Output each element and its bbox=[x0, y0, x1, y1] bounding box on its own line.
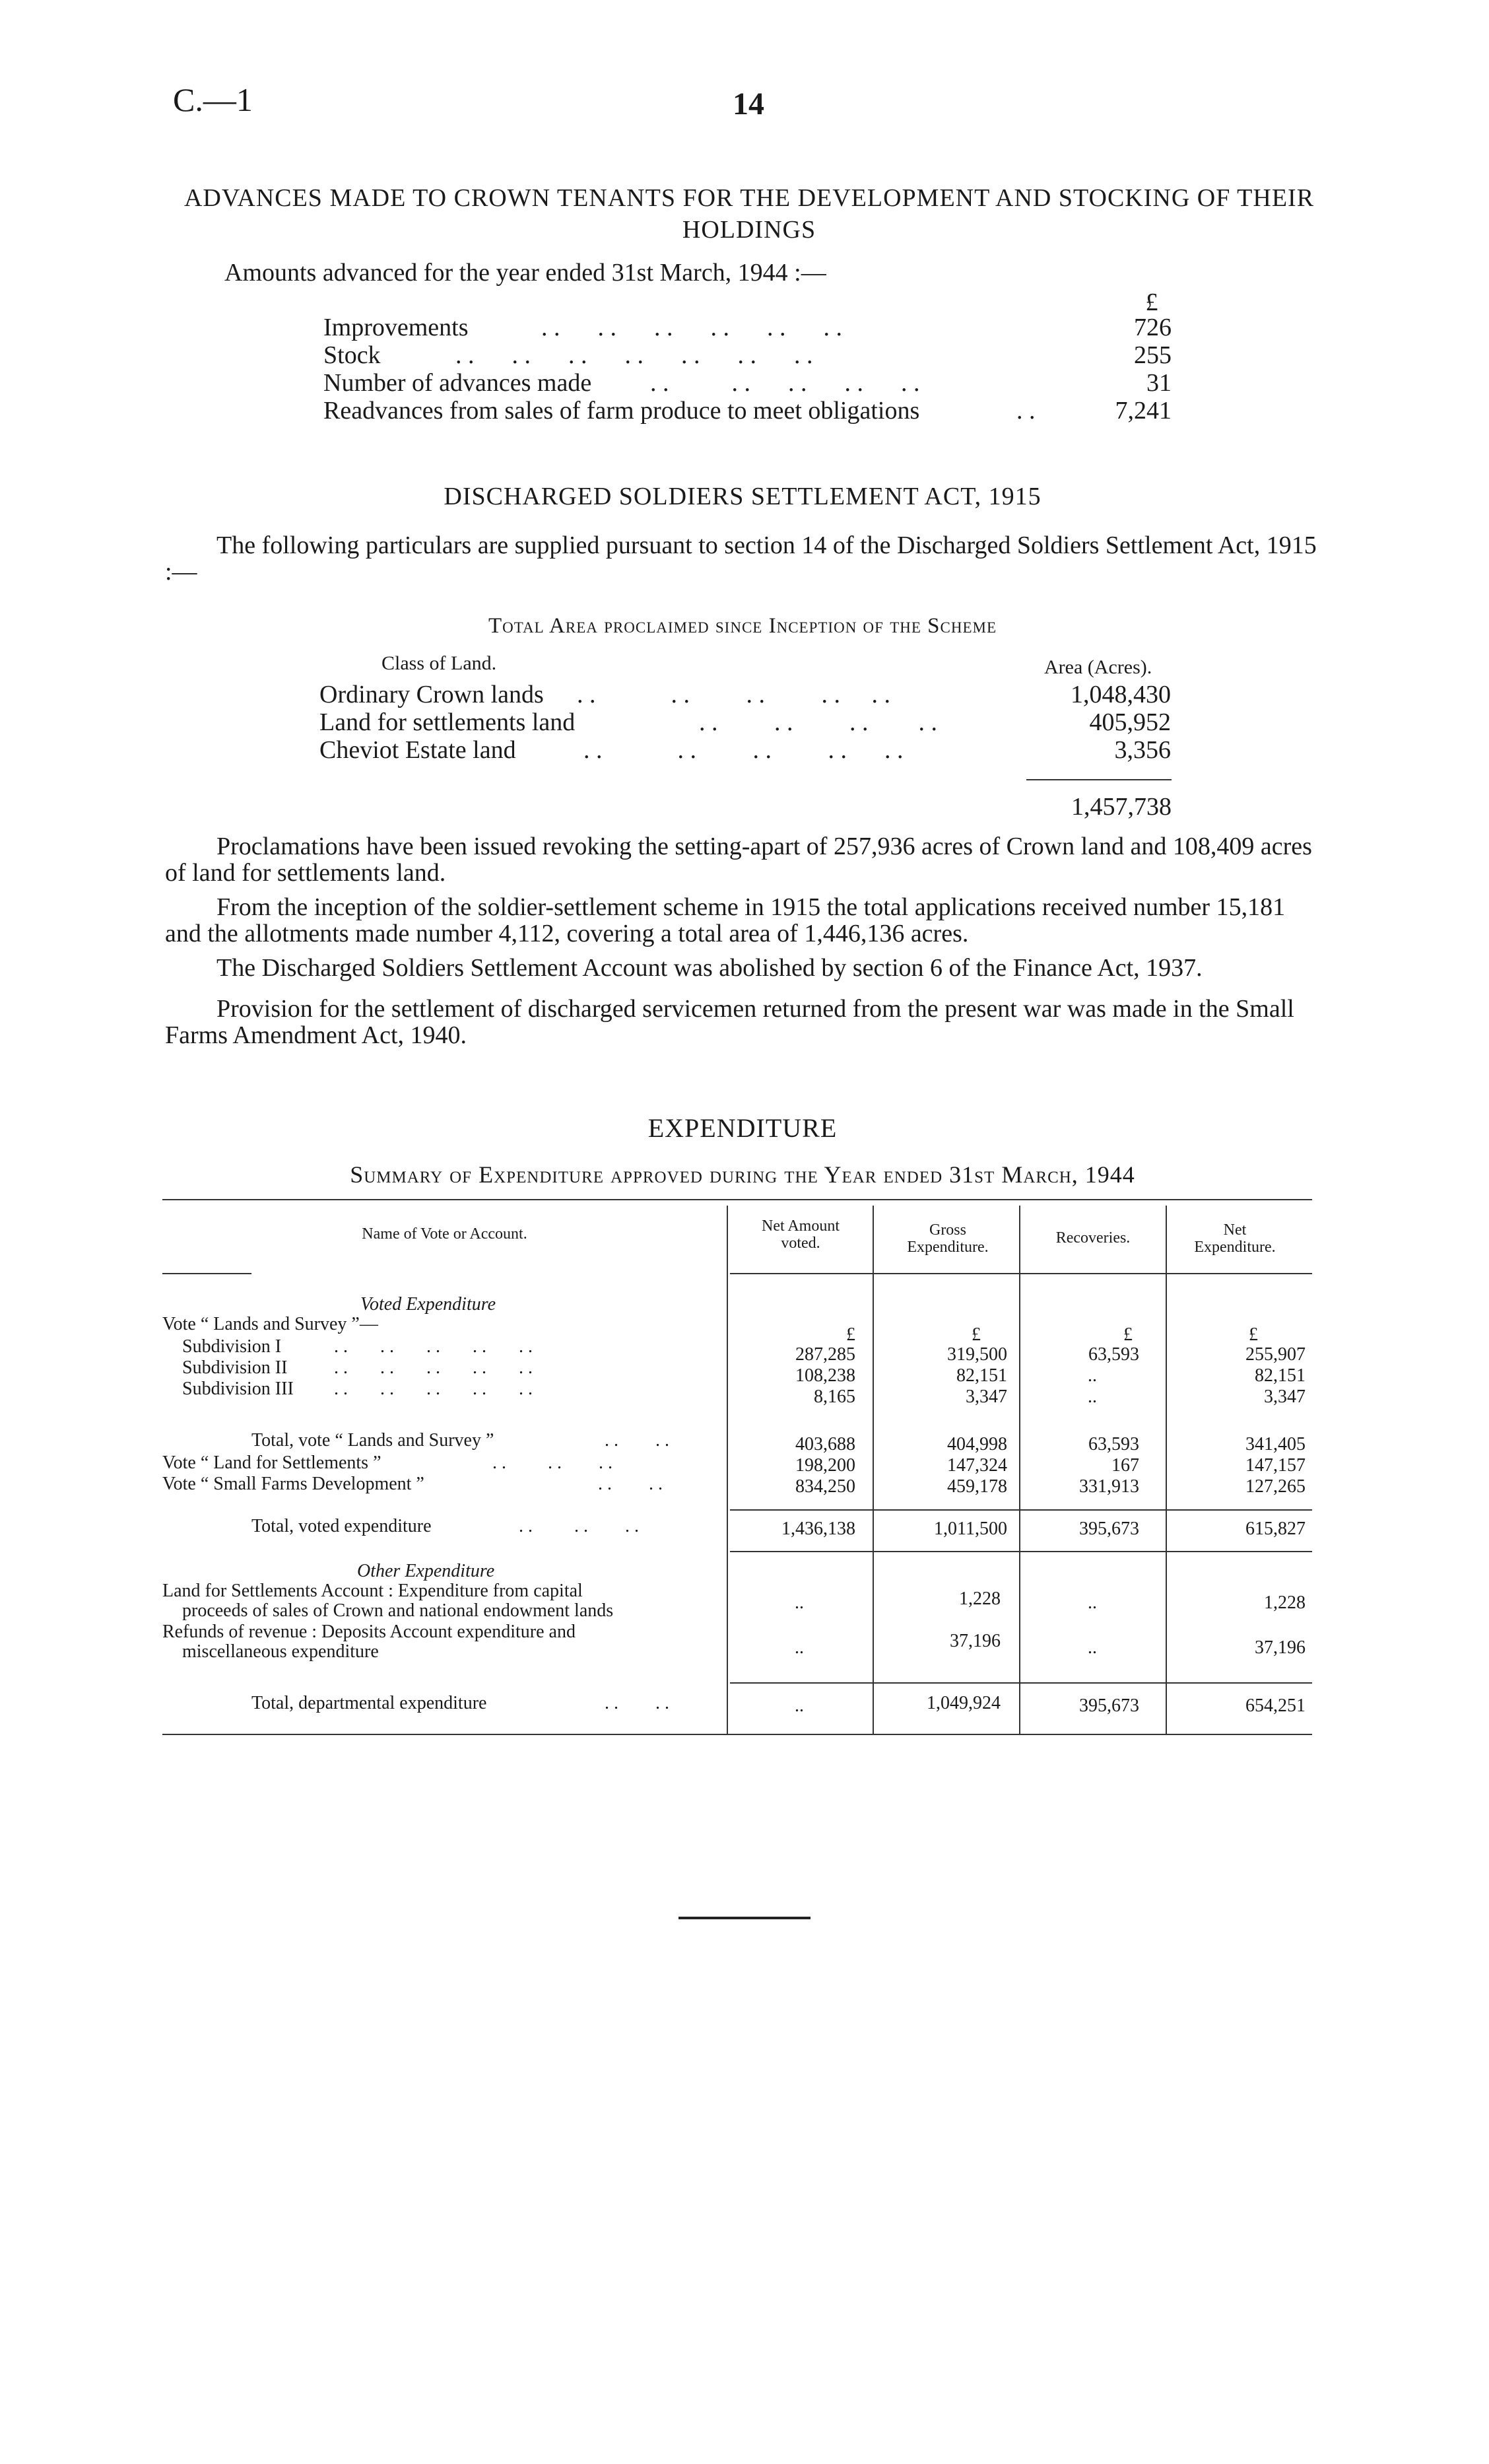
cell-recoveries: 167 bbox=[1111, 1455, 1139, 1476]
currency-net-exp: £ bbox=[1249, 1324, 1258, 1345]
cell-gross: 404,998 bbox=[947, 1434, 1007, 1454]
advances-value: 7,241 bbox=[1115, 397, 1172, 425]
leader-dots: . . . . bbox=[605, 1430, 669, 1451]
row-name: Total, departmental expenditure bbox=[251, 1693, 487, 1713]
cell-net-voted: 198,200 bbox=[795, 1455, 855, 1476]
cell-gross: 1,049,924 bbox=[927, 1693, 1001, 1713]
page-number: 14 bbox=[733, 86, 764, 121]
advances-label: Number of advances made bbox=[323, 369, 592, 397]
leader-dots: . . . . . . . . . . . . bbox=[541, 314, 842, 341]
cell-net-exp: 615,827 bbox=[1245, 1519, 1306, 1539]
cell-gross: 1,011,500 bbox=[934, 1519, 1007, 1539]
document-reference: C.—1 bbox=[173, 81, 253, 118]
col-divider bbox=[873, 1206, 874, 1734]
cell-net-voted: 287,285 bbox=[795, 1344, 855, 1365]
expenditure-subtitle: Summary of Expenditure approved during the Year ended 31st March, 1944 bbox=[350, 1161, 1135, 1188]
col-header-gross: Gross Expenditure. bbox=[907, 1221, 989, 1256]
cell-recoveries: .. bbox=[1088, 1637, 1097, 1658]
row-name-line2: proceeds of sales of Crown and national endowment lands bbox=[182, 1600, 614, 1621]
paragraph-abolished: The Discharged Soldiers Settlement Account was abolished by section 6 of the Finance Act, 1937. bbox=[216, 954, 1203, 982]
row-name: Subdivision II bbox=[182, 1357, 288, 1378]
cell-net-voted: 108,238 bbox=[795, 1365, 855, 1386]
cell-net-exp: 82,151 bbox=[1255, 1365, 1306, 1386]
advances-value: 255 bbox=[1134, 341, 1172, 369]
closing-rule bbox=[678, 1917, 811, 1919]
cell-net-exp: 3,347 bbox=[1264, 1386, 1306, 1407]
leader-dots: . . . . . . . . . . bbox=[577, 681, 890, 708]
area-value: 405,952 bbox=[1089, 708, 1171, 736]
area-row bbox=[319, 680, 1171, 708]
area-col-area: Area (Acres). bbox=[1044, 656, 1152, 678]
table-bottom-rule bbox=[162, 1734, 1312, 1735]
advances-label: Stock bbox=[323, 341, 381, 369]
cell-net-voted: .. bbox=[795, 1637, 804, 1658]
area-table-title: Total Area proclaimed since Inception of the Scheme bbox=[488, 614, 997, 638]
cell-gross: 1,228 bbox=[959, 1589, 1001, 1609]
vote-lands-label: Vote “ Lands and Survey ”— bbox=[162, 1314, 378, 1334]
row-name: Total, voted expenditure bbox=[251, 1516, 432, 1536]
area-value: 1,048,430 bbox=[1071, 681, 1171, 708]
cell-recoveries: .. bbox=[1088, 1592, 1097, 1613]
cell-recoveries: 63,593 bbox=[1088, 1344, 1139, 1365]
cell-net-voted: 403,688 bbox=[795, 1434, 855, 1454]
leader-dots: . . . . . . bbox=[492, 1453, 612, 1473]
cell-net-exp: 1,228 bbox=[1264, 1592, 1306, 1613]
leader-dots: . . . . . . . . bbox=[699, 708, 937, 736]
discharged-title: DISCHARGED SOLDIERS SETTLEMENT ACT, 1915 bbox=[444, 483, 1042, 510]
col-header-name: Name of Vote or Account. bbox=[362, 1225, 527, 1243]
area-label: Land for settlements land bbox=[319, 708, 576, 736]
leader-dots: . . . . . . . . . . bbox=[583, 736, 904, 764]
leader-dots: . . . . . . . . . . bbox=[334, 1357, 533, 1378]
cell-recoveries: 331,913 bbox=[1079, 1476, 1139, 1497]
voted-rule bbox=[730, 1509, 1312, 1511]
advances-intro: Amounts advanced for the year ended 31st March, 1944 :— bbox=[224, 259, 826, 287]
row-name-line1: Land for Settlements Account : Expenditure from capital bbox=[162, 1581, 583, 1601]
cell-recoveries: 63,593 bbox=[1088, 1434, 1139, 1454]
area-total: 1,457,738 bbox=[1071, 793, 1172, 821]
row-name: Vote “ Small Farms Development ” bbox=[162, 1474, 424, 1494]
cell-net-exp: 654,251 bbox=[1245, 1695, 1306, 1716]
currency-net-voted: £ bbox=[846, 1324, 855, 1345]
col-header-recoveries: Recoveries. bbox=[1055, 1229, 1131, 1247]
cell-net-exp: 147,157 bbox=[1245, 1455, 1306, 1476]
header-rule-left bbox=[162, 1273, 251, 1274]
advances-value: 31 bbox=[1146, 369, 1172, 397]
other-rule bbox=[730, 1682, 1312, 1684]
advances-title: ADVANCES MADE TO CROWN TENANTS FOR THE DEVELOPMENT AND STOCKING OF THEIR HOLDINGS bbox=[183, 184, 1315, 244]
paragraph-inception: From the inception of the soldier-settlement scheme in 1915 the total applications received number 15,181 and the allotments made number 4,112, covering a total area of 1,446,136 acres. bbox=[165, 893, 1286, 947]
cell-net-voted: 834,250 bbox=[795, 1476, 855, 1497]
cell-net-voted: .. bbox=[795, 1592, 804, 1613]
row-name: Vote “ Land for Settlements ” bbox=[162, 1453, 381, 1473]
advances-label: Improvements bbox=[323, 314, 469, 341]
advances-row-stock bbox=[323, 341, 1172, 368]
area-label: Cheviot Estate land bbox=[319, 736, 516, 764]
col-header-net-exp: Net Expenditure. bbox=[1194, 1221, 1276, 1256]
advances-row-number bbox=[323, 368, 1172, 396]
cell-gross: 319,500 bbox=[947, 1344, 1007, 1365]
row-name: Subdivision I bbox=[182, 1336, 282, 1357]
area-row bbox=[319, 708, 1171, 736]
table-top-rule bbox=[162, 1199, 1312, 1200]
expenditure-title: EXPENDITURE bbox=[647, 1113, 838, 1143]
cell-recoveries: .. bbox=[1088, 1365, 1097, 1386]
currency-gross: £ bbox=[972, 1324, 981, 1345]
leader-dots: . . . . . . . . . . bbox=[334, 1379, 533, 1399]
cell-net-voted: 1,436,138 bbox=[781, 1519, 855, 1539]
row-name: Total, vote “ Lands and Survey ” bbox=[251, 1430, 494, 1451]
row-name-line1: Refunds of revenue : Deposits Account expenditure and bbox=[162, 1622, 576, 1642]
total-voted-rule bbox=[730, 1551, 1312, 1552]
row-name: Subdivision III bbox=[182, 1379, 294, 1399]
cell-recoveries: 395,673 bbox=[1079, 1519, 1139, 1539]
expenditure-table bbox=[162, 1199, 1312, 1740]
cell-recoveries: 395,673 bbox=[1079, 1695, 1139, 1716]
cell-gross: 459,178 bbox=[947, 1476, 1007, 1497]
cell-net-voted: .. bbox=[795, 1695, 804, 1716]
leader-dots: . . . . . . bbox=[519, 1516, 639, 1536]
total-rule bbox=[1026, 779, 1172, 780]
row-name-line2: miscellaneous expenditure bbox=[182, 1641, 379, 1662]
cell-gross: 82,151 bbox=[956, 1365, 1007, 1386]
leader-dots: . . . . . . . . . . . . . . bbox=[455, 341, 813, 369]
leader-dots: . . . . . . . . . . bbox=[650, 369, 920, 397]
cell-gross: 147,324 bbox=[947, 1455, 1007, 1476]
leader-dots: . . . . bbox=[605, 1693, 669, 1713]
area-row bbox=[319, 736, 1171, 763]
advances-row-improvements bbox=[323, 313, 1172, 341]
cell-net-voted: 8,165 bbox=[814, 1386, 855, 1407]
leader-dots: . . bbox=[1016, 397, 1036, 425]
cell-net-exp: 255,907 bbox=[1245, 1344, 1306, 1365]
advances-currency: £ bbox=[1145, 289, 1158, 316]
advances-label: Readvances from sales of farm produce to meet obligations bbox=[323, 397, 920, 425]
advances-value: 726 bbox=[1134, 314, 1172, 341]
cell-gross: 37,196 bbox=[950, 1631, 1001, 1651]
advances-row-readvances bbox=[323, 396, 1172, 424]
cell-net-exp: 127,265 bbox=[1245, 1476, 1306, 1497]
cell-recoveries: .. bbox=[1088, 1386, 1097, 1407]
cell-net-exp: 341,405 bbox=[1245, 1434, 1306, 1454]
area-label: Ordinary Crown lands bbox=[319, 681, 544, 708]
other-heading: Other Expenditure bbox=[357, 1561, 495, 1581]
discharged-intro: The following particulars are supplied pursuant to section 14 of the Discharged Soldiers Settlement Act, 1915 :— bbox=[165, 531, 1317, 586]
header-rule bbox=[730, 1273, 1312, 1274]
paragraph-proclamations: Proclamations have been issued revoking the setting-apart of 257,936 acres of Crown land and 108,409 acres of land for settlements land. bbox=[165, 833, 1312, 887]
cell-net-exp: 37,196 bbox=[1255, 1637, 1306, 1658]
area-value: 3,356 bbox=[1114, 736, 1171, 764]
col-divider bbox=[727, 1206, 728, 1734]
paragraph-provision: Provision for the settlement of discharged servicemen returned from the present war was made in the Small Farms Amendment Act, 1940. bbox=[165, 995, 1294, 1049]
col-header-net-voted: Net Amount voted. bbox=[762, 1217, 840, 1252]
currency-recoveries: £ bbox=[1123, 1324, 1133, 1345]
cell-gross: 3,347 bbox=[966, 1386, 1007, 1407]
voted-heading: Voted Expenditure bbox=[360, 1294, 496, 1315]
leader-dots: . . . . bbox=[598, 1474, 663, 1494]
area-col-class: Class of Land. bbox=[381, 652, 497, 674]
leader-dots: . . . . . . . . . . bbox=[334, 1336, 533, 1357]
